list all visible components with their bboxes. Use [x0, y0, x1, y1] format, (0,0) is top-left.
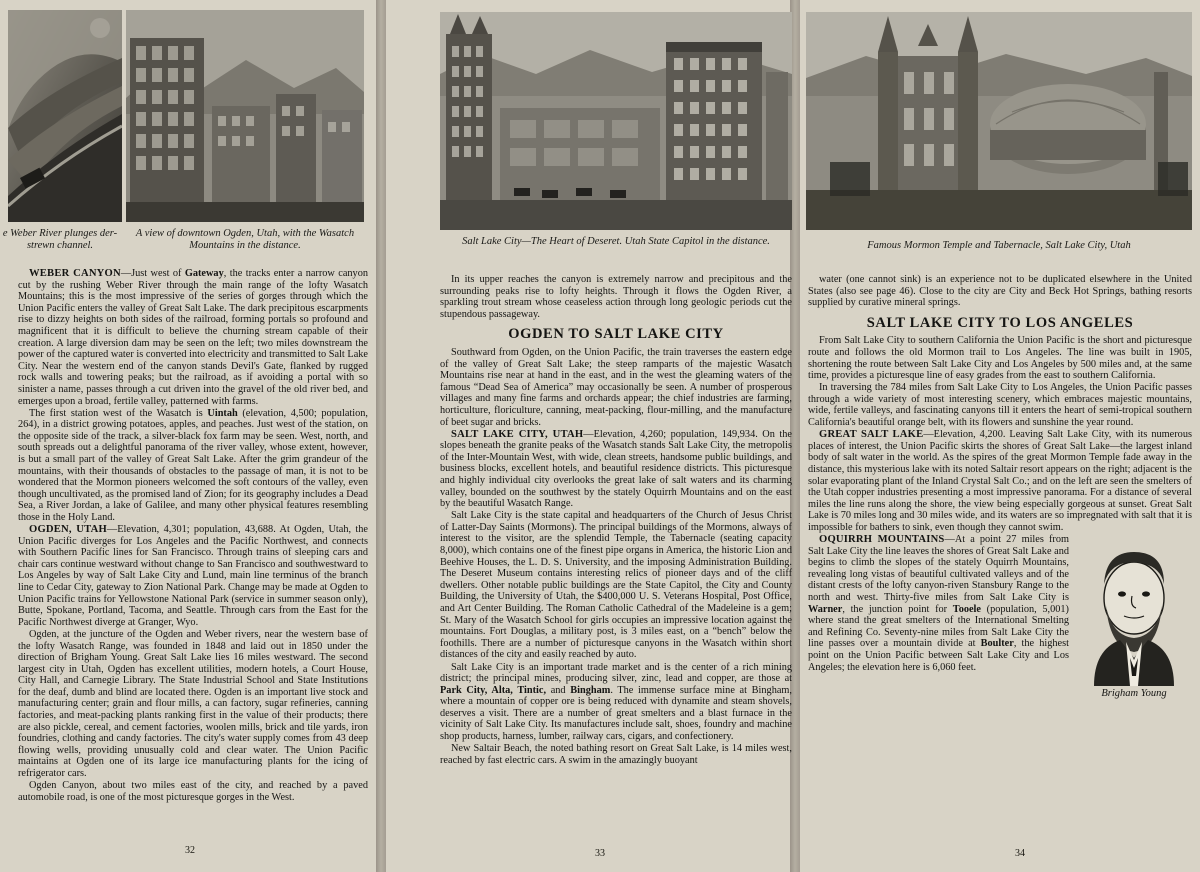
photo-salt-lake-city: [440, 12, 792, 230]
photo-downtown-ogden-image: [126, 10, 364, 222]
paragraph-lead-in: OQUIRRH MOUNTAINS: [819, 533, 945, 545]
paragraph-lead-in: OGDEN, UTAH: [29, 524, 107, 536]
photo-mormon-temple-image: [806, 12, 1192, 230]
text-column-right: [808, 274, 1192, 846]
paragraph: Ogden Canyon, about two miles east of the city, and reached by a paved automobile road, is one of the most picturesque gorges in the West.: [18, 780, 368, 803]
section-heading-ogden-to-salt-lake-city: OGDEN TO SALT LAKE CITY: [508, 326, 724, 343]
photo-weber-river-canyon: [8, 10, 122, 222]
paragraph-lead-in: GREAT SALT LAKE: [819, 429, 924, 441]
paragraph: GREAT SALT LAKE—Elevation, 4,200. Leaving Salt Lake City, with its numerous places of interest, the Union Pacific skirts the shores of Great Salt Lake—the largest inland body of salt water in the world. As the spires of the great Mormon Temple fade away in the distance, this mysterious lake with its noted Saltair resort appears on the right; adjacent is the solar evaporating plant of the Inland Crystal Salt Co.; and on the left are seen the smelters of the Utah copper industries presenting a most impressive panorama. For a distance of several miles the line runs along the shore, the view being especially gorgeous at sunset. Great Salt Lake is 70 miles long and 30 miles wide, and its waters are so impregnated with salt that it is impossible for bathers to sink, even though they cannot swim.: [808, 429, 1192, 533]
section-heading-salt-lake-city-to-los-angeles: SALT LAKE CITY TO LOS ANGELES: [866, 314, 1134, 331]
page-number-34: 34: [1015, 848, 1025, 859]
paragraph: The first station west of the Wasatch is Uintah (elevation, 4,500; population, 264), in a district growing potatoes, apples, and peaches. Just west of the station, on the opposite side of the track, a silver-black fox farm may be seen. West, north, and south spreads out a delightful panorama of the river valley, whose extent, however, is but a small part of the valley of Great Salt Lake. After the grim grandeur of the mountains, with their thousands of obstacles to the passage of man, it is not to be wondered that the Mormon pioneers welcomed the soft contours of the valley, even though uncultivated, as the promised land of Zion; for its geography includes a Dead Sea, a River Jordan, a lake of Galilee, and many other physical features resembling those in the Holy Land.: [18, 407, 368, 523]
caption-weber-river-text: e Weber River plunges der-strewn channel.: [2, 228, 118, 251]
paragraph: Southward from Ogden, on the Union Pacific, the train traverses the eastern edge of the valley of Great Salt Lake; the steep ramparts of the majestic Wasatch Mountains rise near at hand in the east, and in the west the gleaming waters of the famous “Dead Sea of America” may occasionally be seen. A number of prosperous villages and many fine farms and orchards appear; the chief industries are farming, horticulture, floriculture, canning, meat-packing, flour-milling, and the manufacture of beet sugar and bricks.: [440, 346, 792, 428]
portrait-caption: Brigham Young: [1101, 687, 1167, 699]
paragraph: OQUIRRH MOUNTAINS—At a point 27 miles from Salt Lake City the line leaves the shores of Great Salt Lake and begins to climb the slopes of the stately Oquirrh Mountains, revealing long vistas of beautiful cultivated valleys and of the distant crests of the lofty canyon-riven Stansbury Range to the north and west. Thirty-five miles from Salt Lake City is Warner, the junction point for Tooele (population, 5,001) where stand the great smelters of the International Smelting and Refining Co. Seventy-nine miles from Salt Lake City the line passes over a mountain divide at Boulter, the highest point on the Union Pacific between Salt Lake City and Los Angeles; the elevation here is 6,060 feet.: [808, 533, 1069, 673]
photo-salt-lake-city-image: [440, 12, 792, 230]
page-gutter-left: [376, 0, 386, 872]
paragraph-lead-in: WEBER CANYON: [29, 268, 121, 279]
paragraph: SALT LAKE CITY, UTAH—Elevation, 4,260; population, 149,934. On the slopes beneath the granite peaks of the Wasatch stands Salt Lake City, the metropolis of the Inter-Mountain West, with wide, clean streets, handsome public buildings, and business blocks, excellent hotels, and beautiful residence districts. This picturesque and highly individual city overlooks the great lake of salt waters and its charming valley, bounded on the southwest by the stately Oquirrh Mountains and on the east by the beautiful Wasatch Range.: [440, 428, 792, 510]
caption-downtown-ogden: [126, 228, 364, 252]
caption-downtown-ogden-text: A view of downtown Ogden, Utah, with the Wasatch Mountains in the distance.: [135, 228, 355, 251]
page-number-33: 33: [595, 848, 605, 859]
text-column-left: [18, 268, 368, 838]
text-column-middle: [440, 274, 792, 846]
portrait-figure-brigham-young: [1076, 536, 1192, 700]
photo-mormon-temple-tabernacle: [806, 12, 1192, 230]
caption-salt-lake-city-text: Salt Lake City—The Heart of Deseret. Utah State Capitol in the distance.: [462, 236, 770, 247]
photo-downtown-ogden: [126, 10, 364, 222]
paragraph: Ogden, at the juncture of the Ogden and Weber rivers, near the western base of the lofty Wasatch Range, was founded in 1848 and laid out in 1850 under the direction of Brigham Young. Great Salt Lake lies 16 miles westward. The second largest city in Utah, Ogden has excellent utilities, modern hotels, a Court House, City Hall, and Carnegie Library. The State Industrial School and State Institutions for the deaf, dumb and blind are located there. Ogden is an important live stock and manufacturing center; grain and flour mills, a can factory, sugar refineries, canning factories, and meat-packing plants ranking first in the value of their products; there are also pickle, cereal, and cement factories, woolen mills, brick and tile yards, iron foundries, clothing and candy factories. The city's water supply comes from 43 deep flowing wells, providing unusually cold and clear water. The Union Pacific maintains at Ogden one of its large ice manufacturing plants for the icing of refrigerator cars.: [18, 628, 368, 780]
brigham-young-portrait-illustration: [1076, 536, 1192, 686]
paragraph-continued: In its upper reaches the canyon is extremely narrow and precipitous and the surrounding peaks rise to lofty heights. Through it flows the Ogden River, a sparkling trout stream whose ceaseless action through long geologic periods cut the stupendous passageway.: [440, 274, 792, 320]
photo-weber-river-canyon-image: [8, 10, 122, 222]
paragraph-continued: water (one cannot sink) is an experience not to be duplicated elsewhere in the United States (also see page 46). Close to the city are City and Beck Hot Springs, bathing resorts supplied by curative mineral springs.: [808, 274, 1192, 309]
caption-mormon-temple: [806, 240, 1192, 252]
paragraph: From Salt Lake City to southern California the Union Pacific is the short and picturesque route and follows the old Mormon trail to Los Angeles. The line was built in 1905, shortening the route between Salt Lake City and Los Angeles by 500 miles and, at the same time, provides a picturesque line of easy grades from the east to southern California.: [808, 335, 1192, 382]
caption-weber-river: [0, 228, 120, 252]
caption-salt-lake-city: [440, 236, 792, 248]
paragraph: New Saltair Beach, the noted bathing resort on Great Salt Lake, is 14 miles west, reached by fast electric cars. A swim in the amazingly buoyant: [440, 743, 792, 766]
page-number-32: 32: [185, 845, 195, 856]
paragraph: Salt Lake City is the state capital and headquarters of the Church of Jesus Christ of Latter-Day Saints (Mormons). The principal buildings of the Mormons, always of interest to the visitor, are the splendid Temple, the Tabernacle (seating capacity 8,000), which contains one of the finest pipe organs in America, the historic Lion and Beehive Houses, the L. D. S. University, and the imposing Administration Building. The Deseret Museum contains interesting relics of pioneer days and of the cliff dwellers. Other notable public buildings are the State Capitol, the City and County Building, the University of Utah, the $400,000 U. S. Veterans Hospital, Post Office, and Art Center Building. The Roman Catholic Cathedral of the Madeleine is a gem; St. Mary of the Wasatch School for girls occupies an impressive location against the mountains. Fort Douglas, a military post, is 3 miles east, on a “bench” below the foothills. There are a number of picturesque canyons in the Wasatch within short distances of the city and easily reached by auto.: [440, 510, 792, 661]
caption-mormon-temple-text: Famous Mormon Temple and Tabernacle, Salt Lake City, Utah: [867, 240, 1131, 251]
paragraph: In traversing the 784 miles from Salt Lake City to Los Angeles, the Union Pacific passes through a wide variety of most interesting scenery, which embraces majestic mountains, wide, fertile valleys, and fascinating canyons till it enters the heart of semi-tropical southern California's beautiful orange belt, with its flowers and sunshine the year round.: [808, 382, 1192, 429]
paragraph: OGDEN, UTAH—Elevation, 4,301; population, 43,688. At Ogden, Utah, the Union Pacific diverges for Los Angeles and the Pacific Northwest, and connects with Southern Pacific lines for San Francisco. Through trains of sleeping cars and chair cars continue westward without change to San Francisco and southwestward to Los Angeles by way of Salt Lake City and Lund, main line terminus of the branch line to Cedar City, gateway to Zion National Park. Change may be made at Ogden to Union Pacific trains for Yellowstone National Park (service in summer season only), Butte, Spokane, Portland, Tacoma, and Seattle. Through cars from the East for the Pacific Northwest diverge at Granger, Wyo.: [18, 524, 368, 628]
paragraph-lead-in: SALT LAKE CITY, UTAH: [451, 428, 584, 440]
paragraph: WEBER CANYON—Just west of Gateway, the tracks enter a narrow canyon cut by the rushing Weber River through the main range of the lofty Wasatch Mountains; this is the most impressive of the series of gorges through which the Union Pacific enters the valley of Great Salt Lake. The dark precipitous escarpments rise to dizzy heights on both sides of the railroad, forming portals so profound and magnificent that it is difficult to believe the churning stream capable of their creation. A large diversion dam may be seen on the left; two miles downstream the power of the captured water is converted into electricity and transmitted to Salt Lake City. Near the western end of the canyon stands Devil's Gate, flanked by rugged rock walls and towering peaks; but the railroad, as if avoiding a portal with so sinister a name, passes through a cut driven into the gravel of the old river bed, and emerges upon a broad, fertile valley, patterned with farms.: [18, 268, 368, 407]
portrait-image: [1076, 536, 1192, 686]
paragraph: Salt Lake City is an important trade market and is the center of a rich mining district; the principal mines, producing silver, zinc, lead and copper, are those at Park City, Alta, Tintic, and Bingham. The immense surface mine at Bingham, where a mountain of copper ore is being reduced with dynamite and steam shovels, deserves a visit. There are a number of great smelters and a blast furnace in the vicinity of Salt Lake City. Its manufactures include salt, shoes, foundry and machine shop products, harness, lumber, railway cars, cigars, and confectionery.: [440, 661, 792, 743]
